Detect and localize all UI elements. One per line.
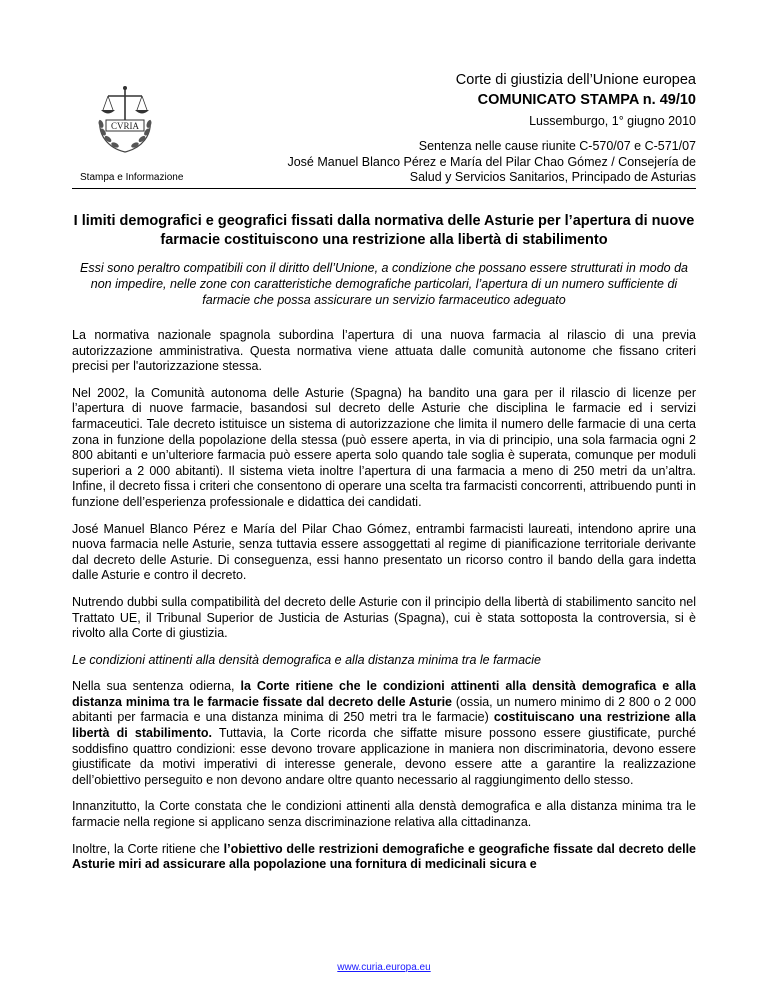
- case-reference: [176, 139, 696, 186]
- case-line: Sentenza nelle cause riunite C-570/07 e C-571/07: [418, 139, 696, 153]
- subheadline: Essi sono peraltro compatibili con il diritto dell’Unione, a condizione che possano essere strutturati in modo da non impedire, nelle zone con caratteristiche demografiche particolari, l’apertura di un numero sufficiente di farmacie che possa assicurare un servizio farmaceutico adeguato: [80, 261, 688, 307]
- bold-text: la Corte ritiene che le condizioni attinenti alla densità demografica e alla distanza minima tra le farmacie fissate dal decreto delle Asturie: [72, 679, 696, 709]
- paragraph: Innanzitutto, la Corte constata che le condizioni attinenti alla denstà demografica e alla distanza minima tra le farmacie nella regione si applicano senza discriminazione relativa alla cittadinanza.: [72, 799, 696, 830]
- press-office-label: Stampa e Informazione: [80, 172, 184, 183]
- headline: I limiti demografici e geografici fissati dalla normativa delle Asturie per l’apertura di nuove farmacie costituiscono una restrizione alla libertà di stabilimento: [73, 213, 695, 248]
- text-run: Nella sua sentenza odierna,: [72, 679, 241, 694]
- curia-logo: [86, 80, 164, 158]
- text-run: (ossia, un numero minimo di 2 800 o 2 000 abitanti per farmacia e una distanza minima di 250 metri tra le farmacie): [72, 694, 696, 725]
- svg-text:CVRIA: CVRIA: [110, 121, 140, 131]
- header-divider: [72, 188, 696, 189]
- paragraph: [72, 842, 696, 873]
- paragraph: José Manuel Blanco Pérez e María del Pilar Chao Gómez, entrambi farmacisti laureati, intendono aprire una nuova farmacia nelle Asturie, senza tuttavia essere assoggettati al regime di pianificazione territoriale derivante dal decreto delle Asturie. Di conseguenza, essi hanno presentato un ricorso contro il bando della gara indetta dalle Asturie e contro il decreto.: [72, 521, 696, 583]
- press-release-number: COMUNICATO STAMPA n. 49/10: [477, 92, 696, 108]
- press-release-header: [456, 70, 696, 130]
- case-line: Salud y Servicios Sanitarios, Principado de Asturias: [409, 170, 696, 184]
- paragraph: Nel 2002, la Comunità autonoma delle Asturie (Spagna) ha bandito una gara per il rilascio di licenze per l’apertura di nuove farmacie, basandosi sul decreto delle Asturie che disciplina le farmacie ed i servizi farmaceutici. Tale decreto istituisce un sistema di autorizzazione che limita il numero delle farmacie di una certa zona in funzione della popolazione della stessa (può essere aperta, in via di principio, una sola farmacia ogni 2 800 abitanti e un’ulteriore farmacia può essere aperta solo quando tale soglia è superata, comunque per moduli superiori a 2 000 abitanti). Il sistema vieta inoltre l’apertura di una farmacia a meno di 250 metri da un’altra. Infine, il decreto fissa i criteri che consentono di operare una scelta tra farmacisti concorrenti, attribuendo punti in funzione dell’esperienza professionale e didattica dei candidati.: [72, 385, 696, 509]
- court-name: Corte di giustizia dell’Unione europea: [455, 72, 696, 88]
- court-emblem-icon: [86, 80, 164, 158]
- paragraph: Nutrendo dubbi sulla compatibilità del decreto delle Asturie con il principio della libertà di stabilimento sancito nel Trattato UE, il Tribunal Superior de Justicia de Asturias (Spagna), cui è stata sottoposta la controversia, si è rivolto alla Corte di giustizia.: [72, 594, 696, 641]
- text-run: Tuttavia, la Corte ricorda che siffatte misure possono essere giustificate, purché soddisfino quattro condizioni: esse devono trovare applicazione in maniera non discriminatoria, devono essere giustificate da motivi imperativi di interesse generale, devono essere atte a garantire la realizzazione dell’obiettivo perseguito e non devono andare oltre quanto necessario al raggiungimento dello stesso.: [72, 726, 696, 787]
- article-body: [72, 328, 696, 884]
- section-heading: Le condizioni attinenti alla densità demografica e alla distanza minima tra le farmacie: [72, 652, 542, 667]
- footer: [0, 962, 768, 973]
- bold-text: l’obiettivo delle restrizioni demografiche e geografiche fissate dal decreto delle Asturie miri ad assicurare alla popolazione una fornitura di medicinali sicura e: [72, 841, 696, 872]
- text-run: Inoltre, la Corte ritiene che: [72, 841, 224, 856]
- case-line: José Manuel Blanco Pérez e María del Pilar Chao Gómez / Consejería de: [287, 154, 696, 169]
- paragraph: [72, 679, 696, 788]
- dateline: Lussemburgo, 1° giugno 2010: [529, 114, 696, 128]
- paragraph: La normativa nazionale spagnola subordina l’apertura di una nuova farmacia al rilascio di una previa autorizzazione amministrativa. Questa normativa viene attuata dalle comunità autonome che fissano criteri precisi per l'autorizzazione stessa.: [72, 328, 696, 374]
- website-link[interactable]: www.curia.europa.eu: [337, 962, 431, 973]
- bold-text: costituiscano una restrizione alla libertà di stabilimento.: [72, 710, 696, 741]
